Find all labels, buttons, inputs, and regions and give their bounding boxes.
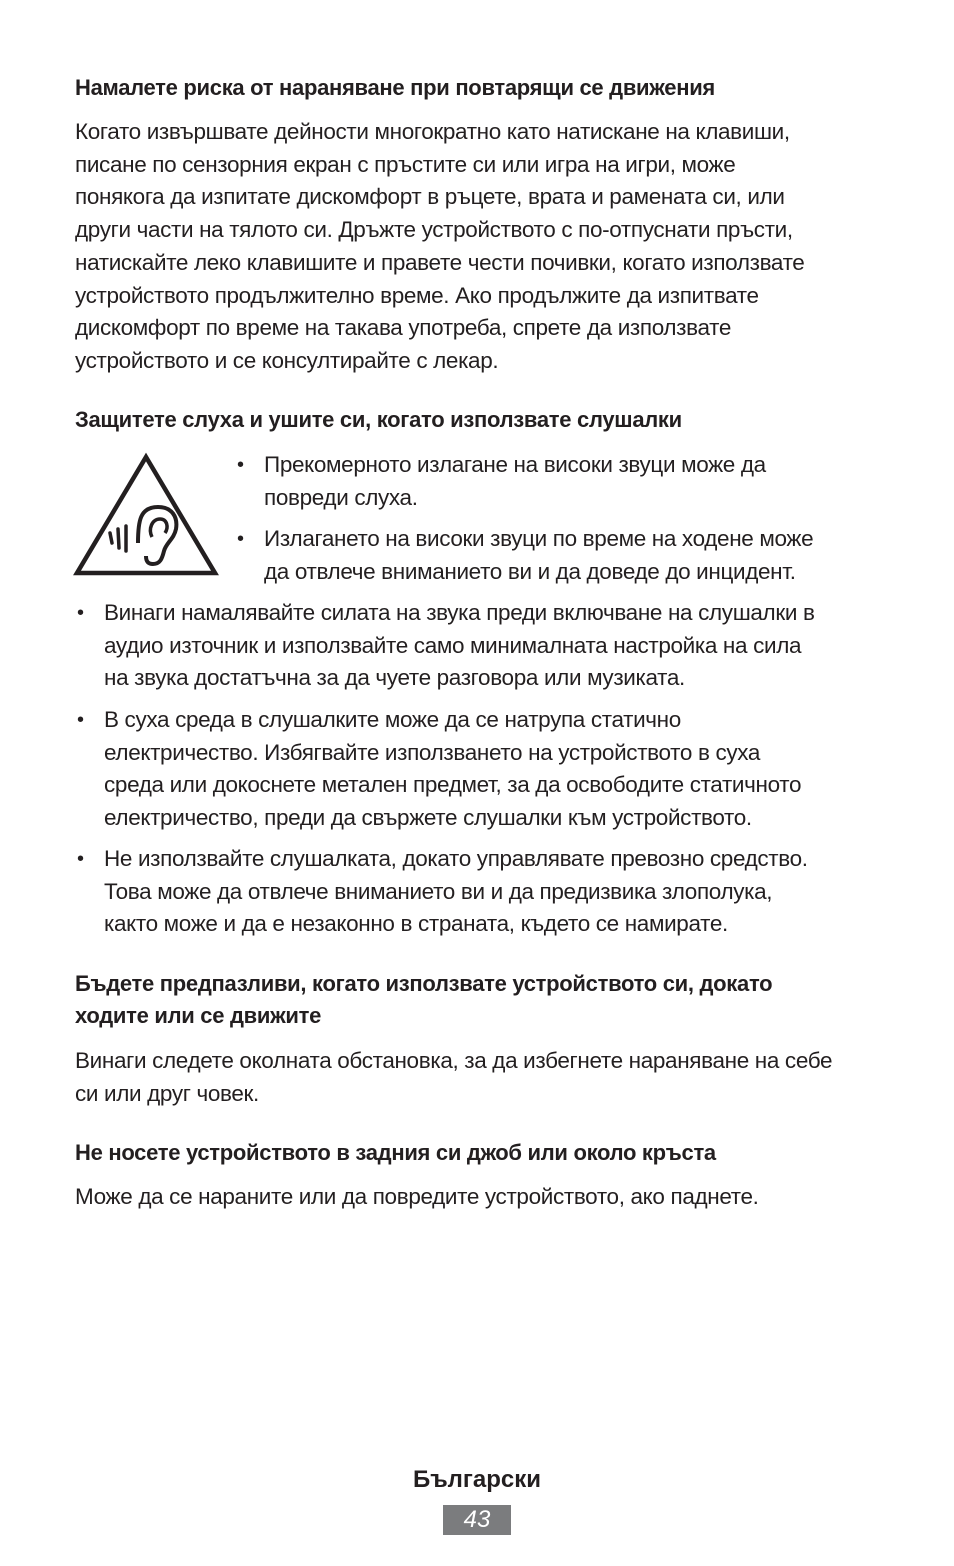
paragraph-line: други части на тялото си. Дръжте устройството с по-отпуснати пръсти, — [75, 217, 793, 243]
list-item-line: аудио източник и използвайте само минималната настройка на сила — [104, 632, 802, 658]
list-item-line: Това може да отвлече вниманието ви и да предизвика злополука, — [104, 878, 773, 904]
section-heading-walking — [75, 968, 772, 1032]
hearing-warning-icon — [72, 451, 220, 579]
heading-line: Бъдете предпазливи, когато използвате устройството си, докато — [75, 971, 773, 996]
section-paragraph-walking — [75, 1045, 832, 1110]
paragraph-line: дискомфорт по време на такава употреба, спрете да използвате — [75, 315, 732, 341]
bullet-marker: • — [77, 602, 84, 624]
list-item — [237, 449, 766, 514]
bullet-marker: • — [237, 454, 244, 476]
paragraph-line: понякога да изпитате дискомфорт в ръцете, врата и рамената си, или — [75, 184, 785, 210]
list-item — [237, 523, 814, 588]
paragraph-line: Когато извършвате дейности многократно като натискане на клавиши, — [75, 119, 790, 144]
list-item — [77, 843, 808, 941]
paragraph-line: устройството продължително време. Ако продължите да изпитвате — [75, 282, 759, 308]
list-item-line: Не използвайте слушалката, докато управлявате превозно средство. — [104, 846, 808, 871]
section-paragraph-back-pocket: Може да се нараните или да повредите устройството, ако паднете. — [75, 1184, 759, 1209]
heading-line: ходите или се движите — [75, 1003, 322, 1028]
section-heading-hearing: Защитете слуха и ушите си, когато използвате слушалки — [75, 407, 682, 432]
paragraph-line: натискайте леко клавишите и правете чести почивки, когато използвате — [75, 249, 805, 275]
bullet-marker: • — [77, 709, 84, 731]
list-item-line: на звука достатъчна за да чуете разговора или музиката. — [104, 665, 685, 691]
paragraph-line: писане по сензорния екран с пръстите си или игра на игри, може — [75, 151, 736, 177]
bullet-marker: • — [237, 528, 244, 550]
list-item — [77, 704, 802, 835]
section-heading-back-pocket: Не носете устройството в задния си джоб или около кръста — [75, 1140, 716, 1165]
bullet-marker: • — [77, 848, 84, 870]
paragraph-line: си или друг човек. — [75, 1080, 259, 1106]
list-item-line: електричество, преди да свържете слушалки към устройството. — [104, 805, 752, 831]
list-item-line: Винаги намалявайте силата на звука преди включване на слушалки в — [104, 600, 815, 625]
section-heading-repetitive-motion: Намалете риска от нараняване при повтарящи се движения — [75, 75, 715, 100]
section-paragraph-repetitive-motion — [75, 116, 804, 378]
paragraph-line: Винаги следете околната обстановка, за да избегнете нараняване на себе — [75, 1048, 833, 1073]
list-item-line: Прекомерното излагане на високи звуци може да — [264, 452, 766, 477]
footer-language: Български — [412, 1466, 542, 1493]
list-item-line: както може и да е незаконно в страната, където се намирате. — [104, 911, 728, 937]
page-number: 43 — [443, 1505, 511, 1535]
list-item — [77, 597, 815, 695]
list-item-line: В суха среда в слушалките може да се натрупа статично — [104, 707, 681, 732]
list-item-line: да отвлече вниманието ви и да доведе до инцидент. — [264, 558, 796, 584]
list-item-line: среда или докоснете метален предмет, за да освободите статичното — [104, 772, 802, 798]
paragraph-line: устройството и се консултирайте с лекар. — [75, 347, 499, 373]
list-item-line: Излагането на високи звуци по време на ходене може — [264, 526, 814, 551]
list-item-line: повреди слуха. — [264, 484, 418, 510]
list-item-line: електричество. Избягвайте използването на устройството в суха — [104, 739, 761, 765]
